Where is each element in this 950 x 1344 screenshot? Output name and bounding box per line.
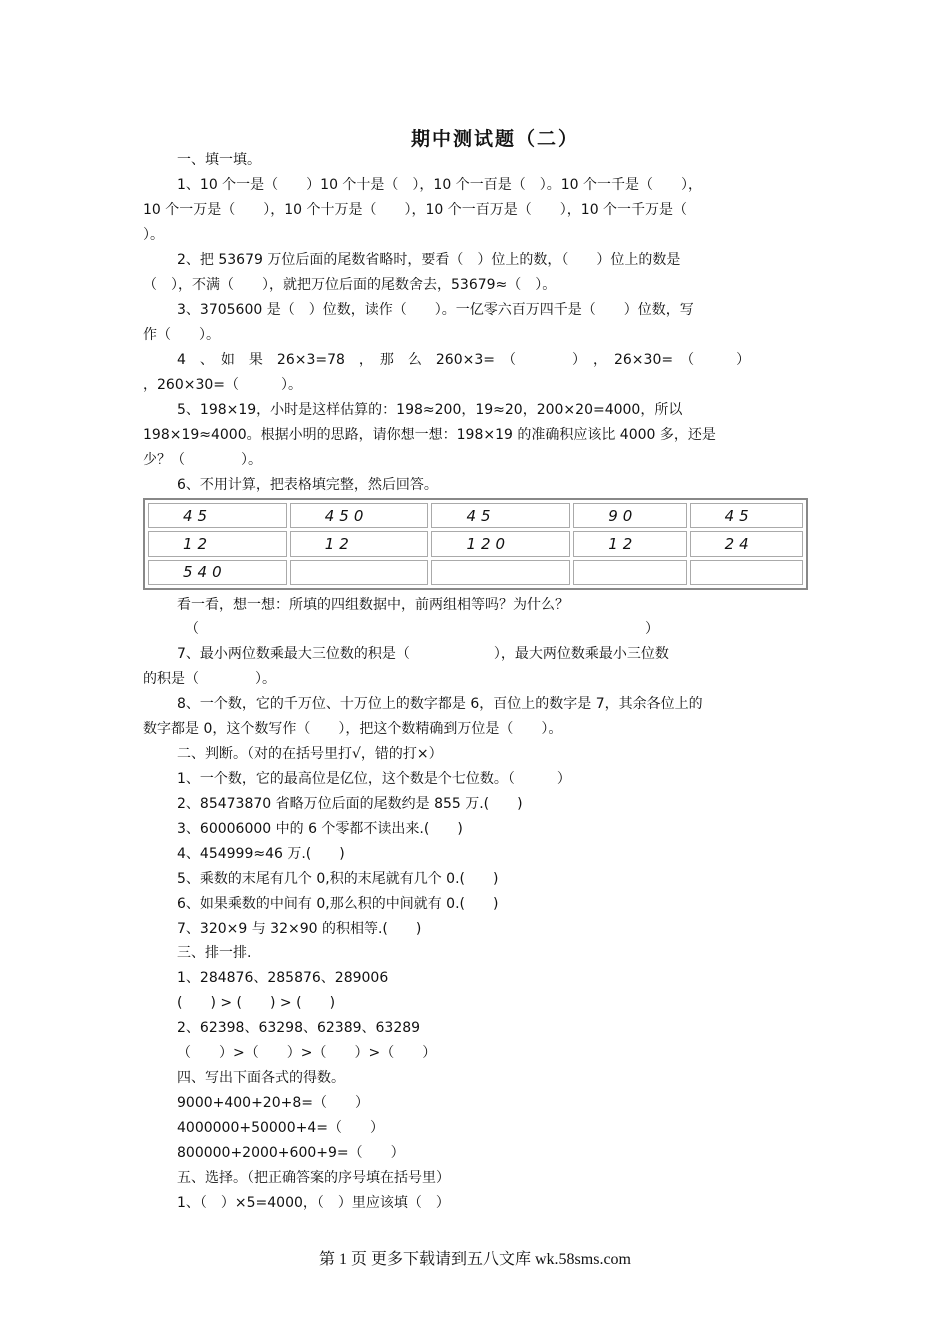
table-cell: 45 [148, 503, 287, 528]
table-cell-blank[interactable] [690, 560, 803, 585]
q6c-close-paren: ） [645, 621, 659, 637]
table-cell: 24 [690, 531, 803, 556]
calc-item: 9000+400+20+8=（ ） [177, 1095, 369, 1111]
table-row [148, 503, 803, 528]
judge-item: 1、一个数，它的最高位是亿位，这个数是个七位数。（ ） [177, 771, 571, 787]
judge-item: 5、乘数的末尾有几个 0,积的末尾就有几个 0.( ) [177, 871, 499, 887]
q3-line-1: 3、3705600 是（ ）位数，读作（ ）。一亿零六百万四千是（ ）位数，写 [177, 302, 694, 318]
order-answer: ( ) > ( ) > ( ) [177, 995, 336, 1011]
table-row [148, 531, 803, 556]
q8-line-2: 数字都是 0，这个数写作（ ），把这个数精确到万位是（ ）。 [143, 721, 563, 737]
table-cell-blank[interactable] [431, 560, 570, 585]
section-5-heading: 五、选择。（把正确答案的序号填在括号里） [177, 1170, 450, 1186]
q1-line-3: ）。 [143, 227, 164, 243]
q3-line-2: 作（ ）。 [143, 327, 220, 343]
section-3-heading: 三、排一排. [177, 945, 252, 961]
judge-item: 6、如果乘数的中间有 0,那么积的中间就有 0.( ) [177, 896, 499, 912]
table-cell-blank[interactable] [573, 560, 686, 585]
q6b-line: 看一看，想一想：所填的四组数据中，前两组相等吗？为什么？ [177, 597, 569, 613]
section-2-heading: 二、判断。（对的在括号里打√，错的打×） [177, 746, 443, 762]
judge-item: 7、320×9 与 32×90 的积相等.( ) [177, 921, 422, 937]
q8-line-1: 8、一个数，它的千万位、十万位上的数字都是 6，百位上的数字是 7，其余各位上的 [177, 696, 703, 712]
calc-item: 4000000+50000+4=（ ） [177, 1120, 384, 1136]
table-cell: 45 [690, 503, 803, 528]
q7-line-2: 的积是（ ）。 [143, 671, 276, 687]
q5-line-1: 5、198×19，小时是这样估算的：198≈200，19≈20，200×20=4000，所以 [177, 402, 683, 418]
order-answer: （ ）>（ ）>（ ）>（ ） [177, 1045, 437, 1061]
q4-line-2: ，260×30=（ ）。 [143, 377, 302, 393]
table-cell: 45 [431, 503, 570, 528]
table-cell: 540 [148, 560, 287, 585]
calc-item: 800000+2000+600+9=（ ） [177, 1145, 405, 1161]
q7-line-1: 7、最小两位数乘最大三位数的积是（ ），最大两位数乘最小三位数 [177, 646, 669, 662]
table-cell: 12 [290, 531, 429, 556]
q2-line-1: 2、把 53679 万位后面的尾数省略时，要看（ ）位上的数，（ ）位上的数是 [177, 252, 681, 268]
order-item: 1、284876、285876、289006 [177, 970, 389, 986]
q5-line-3: 少？（ ）。 [143, 452, 262, 468]
q4-line-1: 4 、 如 果 26×3=78 ， 那 么 260×3= （ ） ， 26×30= （ ） [177, 352, 751, 368]
table-row [148, 560, 803, 585]
q6-line: 6、不用计算，把表格填完整，然后回答。 [177, 477, 438, 493]
q5-line-2: 198×19≈4000。根据小明的思路，请你想一想：198×19 的准确积应该比 4000 多，还是 [143, 427, 716, 443]
q6c-open-paren: （ [185, 621, 199, 637]
number-table [143, 498, 808, 590]
section-1-heading: 一、填一填。 [177, 152, 261, 168]
judge-item: 4、454999≈46 万.( ) [177, 846, 345, 862]
page-title: 期中测试题（二） [410, 128, 579, 150]
order-item: 2、62398、63298、62389、63289 [177, 1020, 421, 1036]
judge-item: 2、85473870 省略万位后面的尾数约是 855 万.( ) [177, 796, 523, 812]
q1-line-1: 1、10 个一是（ ）10 个十是（ ），10 个一百是（ ）。10 个一千是（ ）， [177, 177, 702, 193]
page-footer: 第 1 页 更多下载请到五八文库 wk.58sms.com [318, 1251, 631, 1268]
q1-line-2: 10 个一万是（ ），10 个十万是（ ），10 个一百万是（ ），10 个一千万是（ [143, 202, 688, 218]
section-4-heading: 四、写出下面各式的得数。 [177, 1070, 345, 1086]
q2-line-2: （ ），不满（ ），就把万位后面的尾数舍去，53679≈（ ）。 [143, 277, 557, 293]
choice-item: 1、（ ）×5=4000，（ ）里应该填（ ） [177, 1195, 450, 1211]
judge-item: 3、60006000 中的 6 个零都不读出来.( ) [177, 821, 463, 837]
table-cell: 450 [290, 503, 429, 528]
table-cell: 12 [573, 531, 686, 556]
table-cell: 12 [148, 531, 287, 556]
table-cell: 120 [431, 531, 570, 556]
table-cell-blank[interactable] [290, 560, 429, 585]
table-cell: 90 [573, 503, 686, 528]
